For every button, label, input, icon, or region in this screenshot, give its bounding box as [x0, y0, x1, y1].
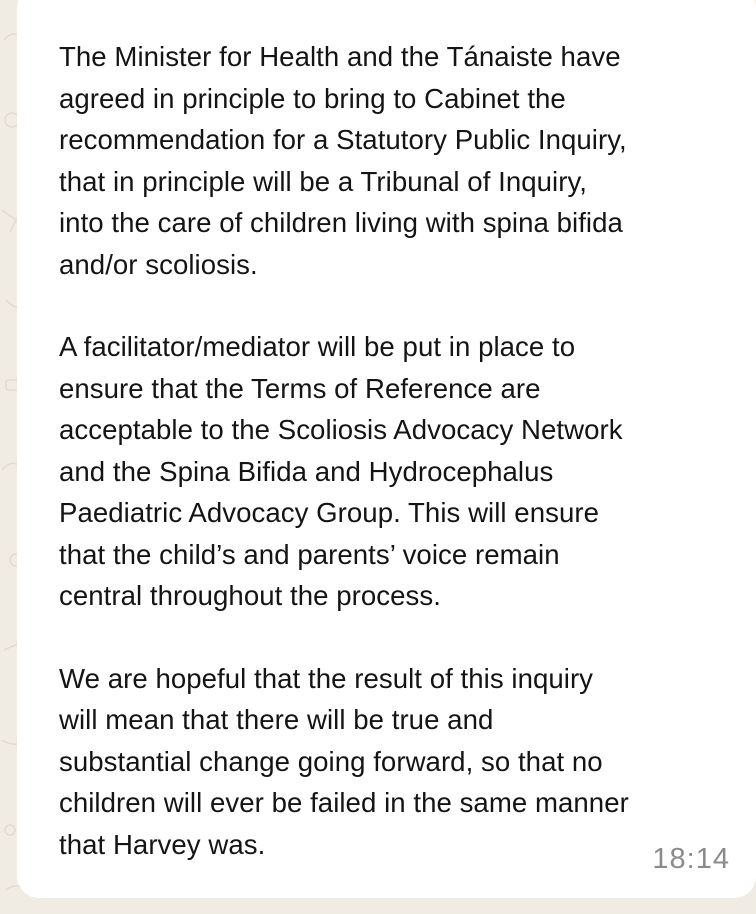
message-paragraph-2: A facilitator/mediator will be put in place to ensure that the Terms of Reference are acceptable to the Scoliosis Advocacy Network and the Spina Bifida and Hydrocephalus Paediatric Advocacy Group. This will ensure that the child’s and parents’ voice remain central throughout the process.	[59, 331, 623, 611]
message-bubble[interactable]	[17, 0, 756, 898]
message-paragraph-1: The Minister for Health and the Tánaiste have agreed in principle to bring to Cabinet the recommendation for a Statutory Public Inquiry, that in principle will be a Tribunal of Inquiry, into the care of children living with spina bifida and/or scoliosis.	[59, 41, 627, 280]
message-timestamp: 18:14	[652, 843, 730, 875]
message-paragraph-3: We are hopeful that the result of this inquiry will mean that there will be true and substantial change going forward, so that no children will ever be failed in the same manner that Harvey was.	[59, 662, 629, 860]
